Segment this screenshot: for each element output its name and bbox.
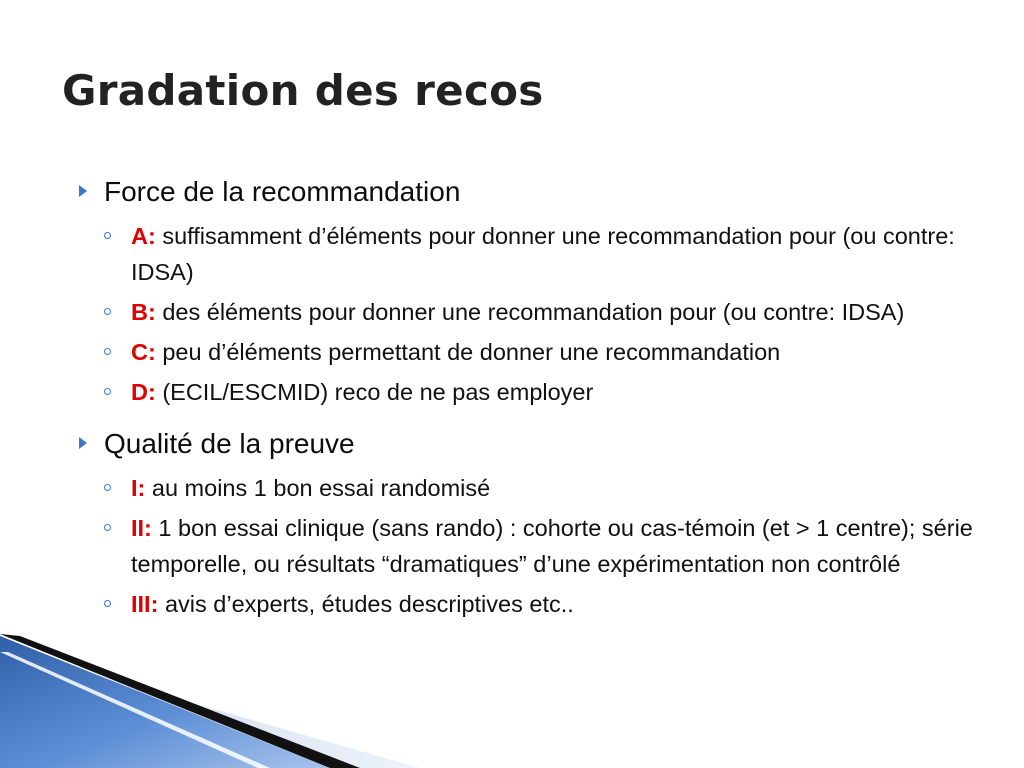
list-item bbox=[74, 586, 974, 622]
list-item bbox=[74, 218, 974, 290]
grade-label: B: bbox=[131, 299, 163, 325]
slide-content bbox=[74, 172, 974, 636]
item-text: peu d’éléments permettant de donner une recommandation bbox=[162, 339, 781, 365]
list-item bbox=[74, 510, 974, 582]
grade-label: D: bbox=[131, 379, 163, 405]
section-heading-label: Qualité de la preuve bbox=[104, 428, 355, 459]
slide-title: Gradation des recos bbox=[62, 66, 544, 115]
sublist bbox=[74, 218, 974, 410]
circle-bullet-icon bbox=[104, 524, 111, 531]
section-heading bbox=[74, 172, 974, 212]
arrow-bullet-icon bbox=[79, 185, 87, 197]
section-heading bbox=[74, 424, 974, 464]
grade-label: C: bbox=[131, 339, 163, 365]
arrow-bullet-icon bbox=[79, 437, 87, 449]
circle-bullet-icon bbox=[104, 388, 111, 395]
grade-label: A: bbox=[131, 223, 163, 249]
sublist bbox=[74, 470, 974, 622]
item-text: au moins 1 bon essai randomisé bbox=[151, 475, 491, 501]
decor-blue-band bbox=[0, 636, 330, 768]
section-heading-label: Force de la recommandation bbox=[104, 176, 461, 207]
section-qualite bbox=[74, 424, 974, 622]
circle-bullet-icon bbox=[104, 484, 111, 491]
item-text: suffisamment d’éléments pour donner une recommandation pour (ou contre: IDSA) bbox=[131, 223, 955, 285]
section-force bbox=[74, 172, 974, 410]
circle-bullet-icon bbox=[104, 232, 111, 239]
corner-decoration bbox=[0, 628, 420, 768]
list-item bbox=[74, 374, 974, 410]
grade-label: III: bbox=[131, 591, 165, 617]
list-item bbox=[74, 470, 974, 506]
item-text: avis d’experts, études descriptives etc.. bbox=[164, 591, 574, 617]
list-item bbox=[74, 334, 974, 370]
circle-bullet-icon bbox=[104, 308, 111, 315]
grade-label: I: bbox=[131, 475, 152, 501]
circle-bullet-icon bbox=[104, 600, 111, 607]
list-item bbox=[74, 294, 974, 330]
item-text: 1 bon essai clinique (sans rando) : cohorte ou cas-témoin (et > 1 centre); série temporelle, ou résultats “dramatiques” d’une expérimentation non contrôlé bbox=[131, 515, 973, 577]
item-text: (ECIL/ESCMID) reco de ne pas employer bbox=[162, 379, 594, 405]
item-text: des éléments pour donner une recommandation pour (ou contre: IDSA) bbox=[162, 299, 905, 325]
circle-bullet-icon bbox=[104, 348, 111, 355]
grade-label: II: bbox=[131, 515, 159, 541]
